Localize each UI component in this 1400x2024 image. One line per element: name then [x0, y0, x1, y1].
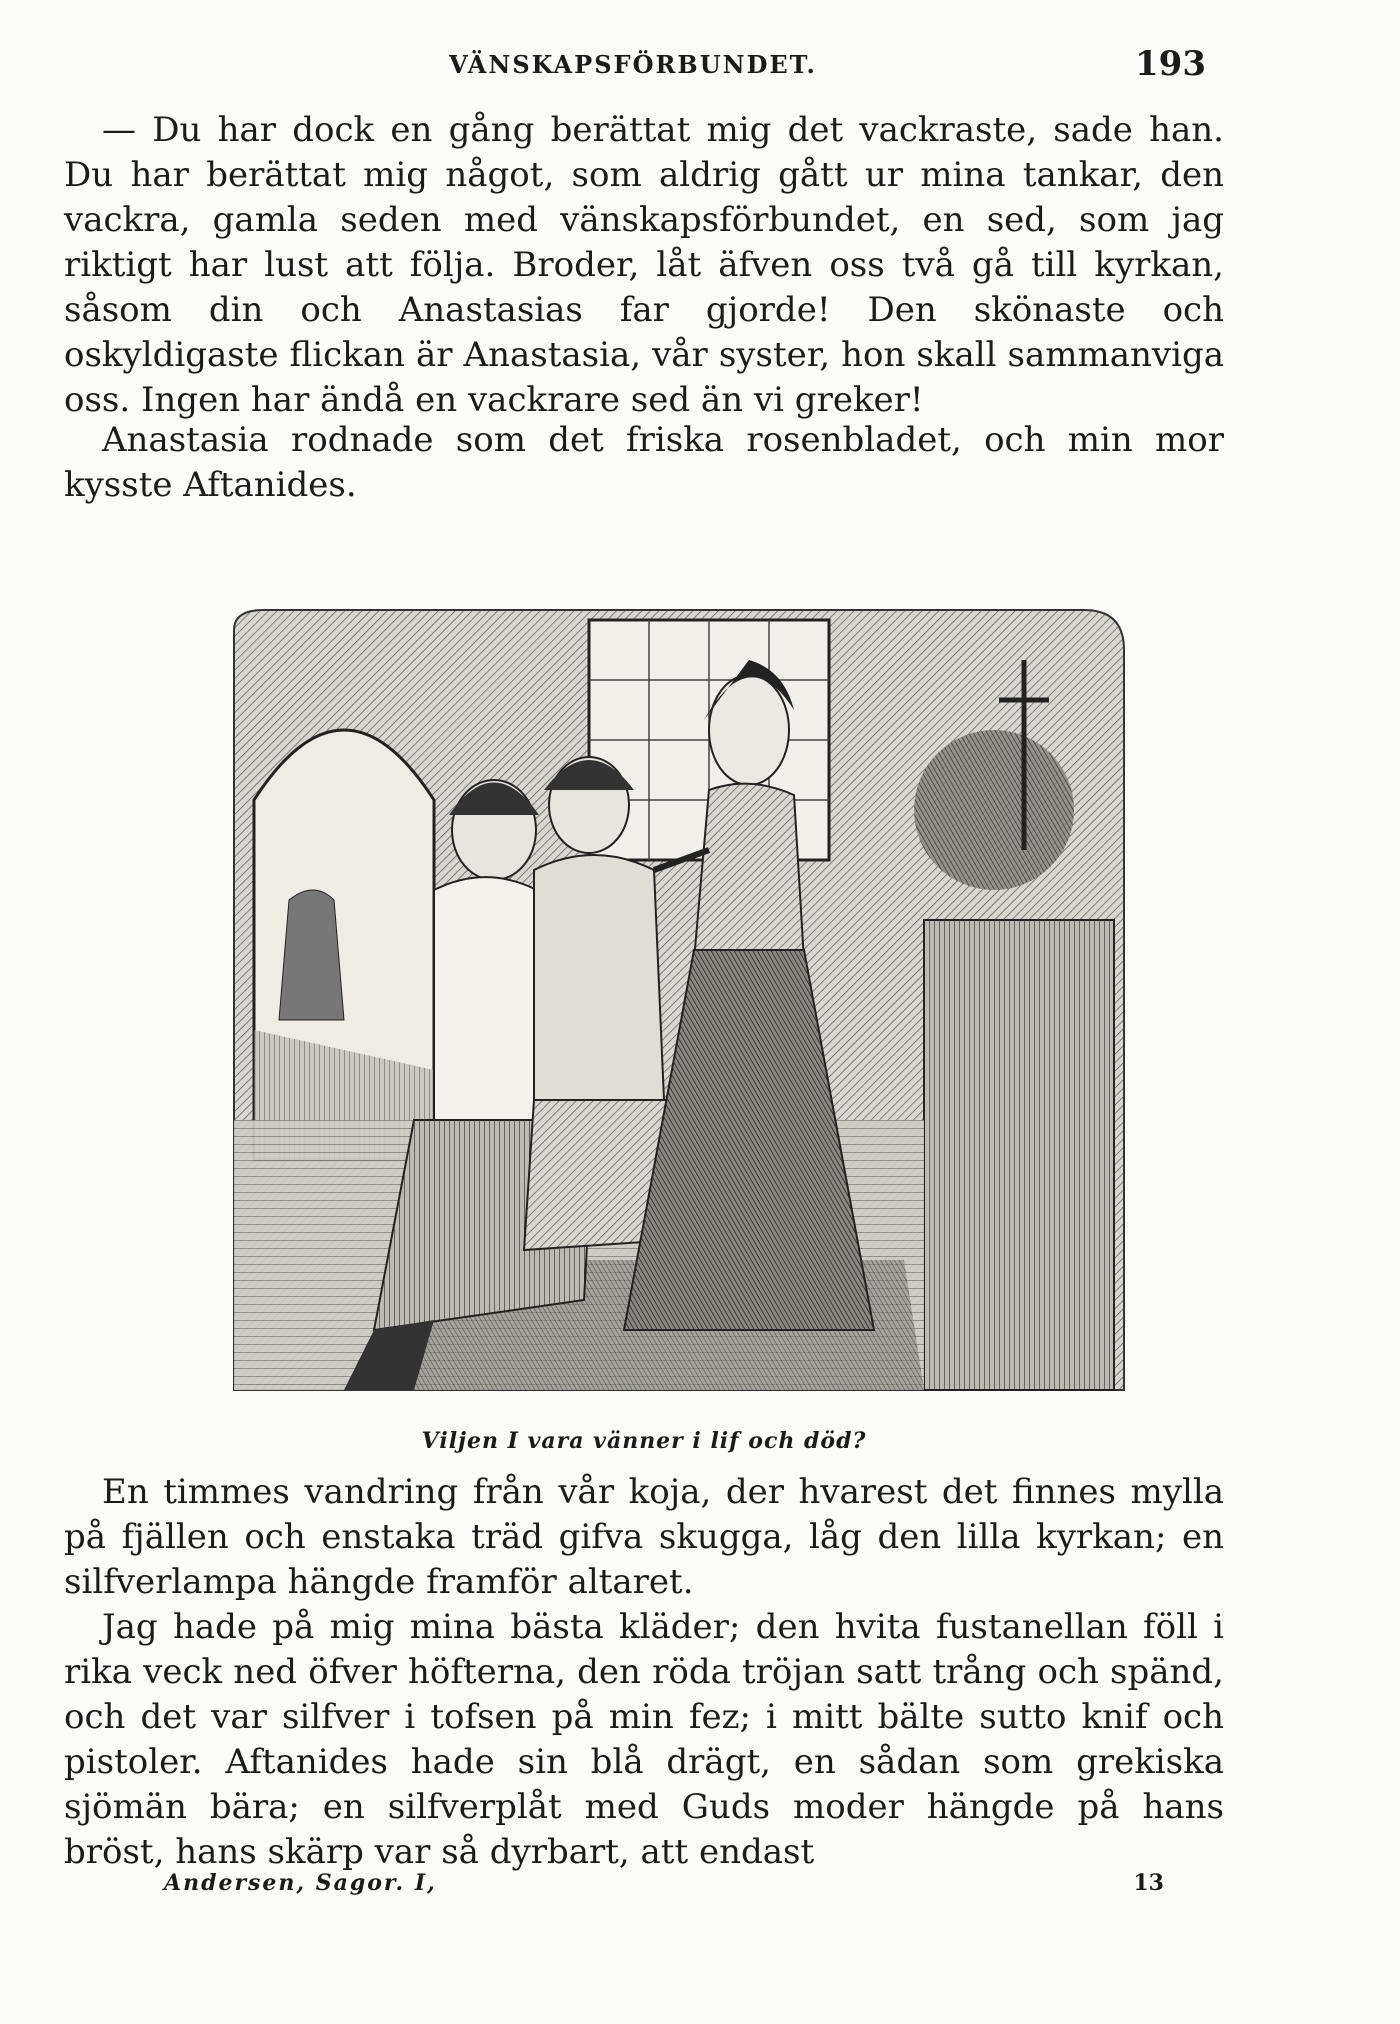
- paragraph: En timmes vandring från vår koja, der hvarest det finnes mylla på fjällen och enstaka träd gifva skugga, låg den lilla kyrkan; en silfverlampa hängde framför altaret.: [64, 1472, 1224, 1602]
- running-title: VÄNSKAPSFÖRBUNDET.: [449, 50, 817, 79]
- text-block-top-2: [64, 418, 1224, 508]
- page-number: 193: [1135, 44, 1206, 84]
- text-block-bottom: [64, 1470, 1224, 1875]
- engraving-illustration: [194, 600, 1154, 1420]
- altar: [924, 920, 1114, 1390]
- text-block-top: [64, 108, 1224, 423]
- illustration-svg: [194, 600, 1154, 1420]
- altar-flowers: [914, 730, 1074, 890]
- paragraph: Anastasia rodnade som det friska rosenbladet, och min mor kysste Aftanides.: [64, 420, 1224, 505]
- page-footer: [64, 1870, 1224, 1906]
- figure-caption: Viljen I vara vänner i lif och död?: [421, 1428, 867, 1454]
- sheet-number: 13: [1133, 1870, 1164, 1896]
- distant-figure: [279, 890, 344, 1020]
- page-header: [64, 44, 1224, 84]
- book-page: [64, 0, 1224, 2024]
- paragraph: — Du har dock en gång berättat mig det vackraste, sade han. Du har berättat mig något, som aldrig gått ur mina tankar, den vackra, gamla seden med vänskapsförbundet, en sed, som jag riktigt har lust att följa. Broder, låt äfven oss två gå till kyrkan, såsom din och Anastasias far gjorde! Den skönaste och oskyldigaste flickan är Anastasia, vår syster, hon skall sammanviga oss. Ingen har ändå en vackrare sed än vi greker!: [64, 110, 1224, 420]
- paragraph: Jag hade på mig mina bästa kläder; den hvita fustanellan föll i rika veck ned öfver höfterna, den röda tröjan satt trång och spänd, och det var silfver i tofsen på min fez; i mitt bälte sutto knif och pistoler. Aftanides hade sin blå drägt, en sådan som grekiska sjömän bära; en silfverplåt med Guds moder hängde på hans bröst, hans skärp var så dyrbart, att endast: [64, 1607, 1224, 1872]
- signature-mark: Andersen, Sagor. I,: [164, 1870, 437, 1896]
